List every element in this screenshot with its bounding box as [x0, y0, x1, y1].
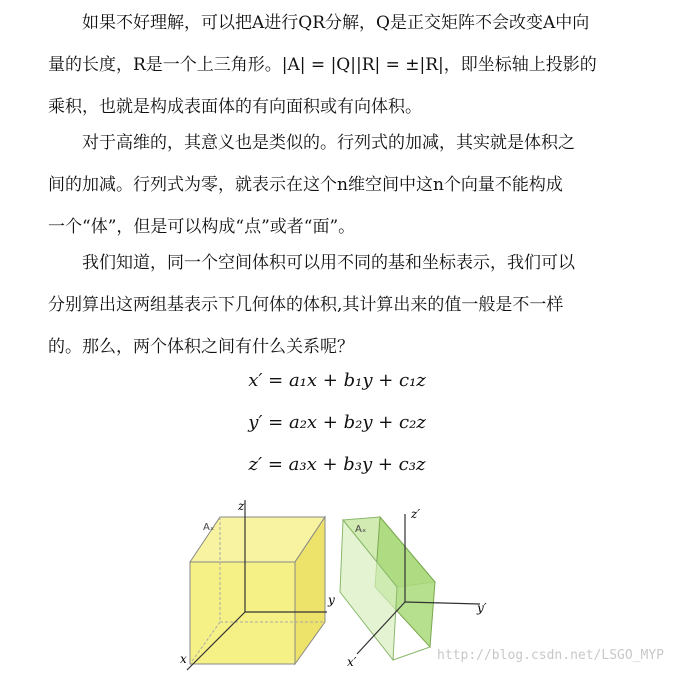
volume-figure	[165, 492, 505, 673]
equation-z-prime: z′ = a₃x + b₃y + c₃z	[248, 454, 426, 475]
paragraph-line: 的。那么，两个体积之间有什么关系呢？	[48, 337, 354, 357]
paragraph-higher-dimensions	[48, 122, 638, 248]
paragraph-line: 我们知道，同一个空间体积可以用不同的基和坐标表示，我们可以	[82, 253, 575, 273]
left-z-axis-label: z	[238, 499, 245, 513]
paragraph-line: 间的加减。行列式为零，就表示在这个n维空间中这n个向量不能构成	[48, 175, 563, 195]
paragraph-volume-relation	[48, 242, 638, 368]
paragraph-line: 对于高维的，其意义也是类似的。行列式的加减，其实就是体积之	[82, 133, 575, 153]
paragraph-line: 量的长度，R是一个上三角形。|A| = |Q||R| = ±|R|，即坐标轴上投影的	[48, 55, 597, 75]
left-volume-label: Aₓ	[203, 522, 215, 533]
left-x-axis-label: x	[180, 652, 187, 666]
right-y-axis-label: y′	[477, 601, 487, 615]
paragraph-line: 分别算出这两组基表示下几何体的体积,其计算出来的值一般是不一样	[48, 295, 564, 315]
equation-x-prime: x′ = a₁x + b₁y + c₁z	[248, 370, 426, 391]
equation-y-prime: y′ = a₂x + b₂y + c₂z	[248, 412, 426, 433]
paragraph-line: 如果不好理解，可以把A进行QR分解，Q是正交矩阵不会改变A中向	[82, 13, 590, 33]
right-volume-label: Aₓ	[355, 524, 367, 535]
watermark: http://blog.csdn.net/LSGO_MYP	[437, 648, 664, 663]
paragraph-line: 一个“体”，但是可以构成“点”或者“面”。	[48, 217, 356, 237]
paragraph-qr-decomposition	[48, 2, 638, 128]
left-y-axis-label: y	[328, 593, 335, 607]
right-z-axis-label: z′	[411, 507, 421, 521]
paragraph-line: 乘积，也就是构成表面体的有向面积或有向体积。	[48, 97, 422, 117]
right-x-axis-label: x′	[347, 655, 357, 669]
right-parallelepiped	[340, 514, 480, 660]
